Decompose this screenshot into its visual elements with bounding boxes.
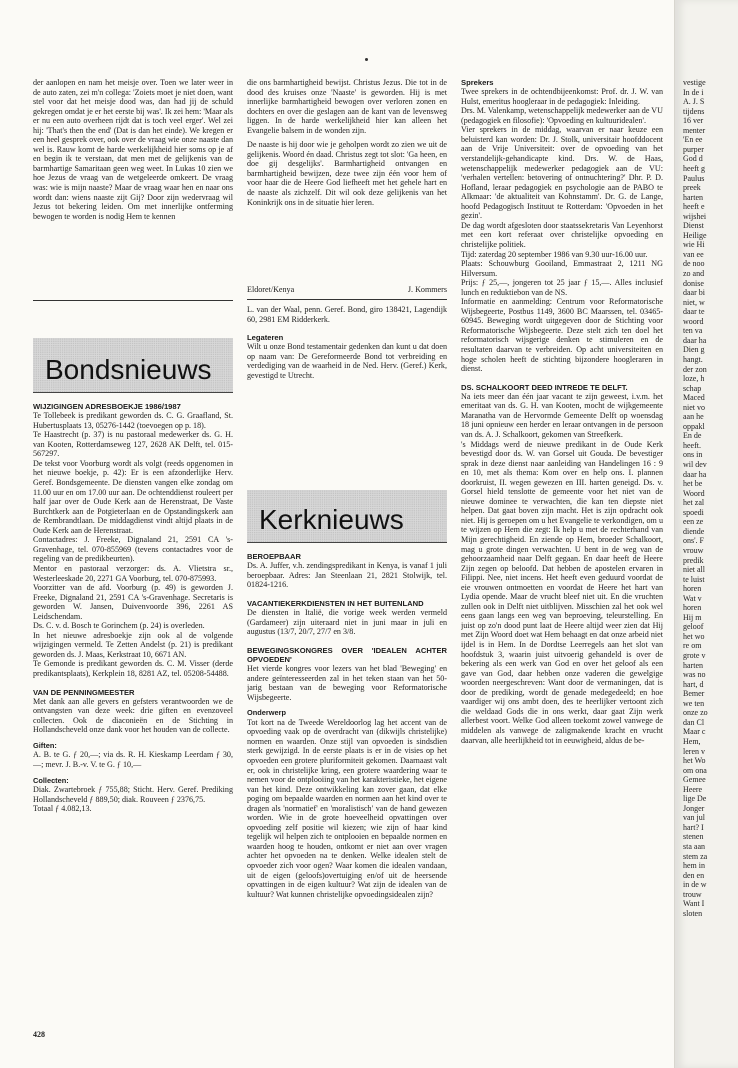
section-heading: DS. SCHALKOORT DEED INTREDE TE DELFT. bbox=[461, 382, 628, 392]
next-page-fragment: Wat v bbox=[683, 593, 702, 603]
next-page-fragment: heeft g bbox=[683, 163, 705, 173]
section-heading: Legateren bbox=[247, 333, 284, 343]
divider-col1 bbox=[33, 300, 233, 301]
next-page-fragment: Jonger bbox=[683, 803, 705, 813]
next-page-fragment: hart? I bbox=[683, 822, 704, 832]
next-page-fragment: 16 ver bbox=[683, 116, 704, 126]
next-page-fragment: In de i bbox=[683, 87, 704, 97]
column-3-articles bbox=[461, 78, 663, 1022]
next-page-fragment: om ona bbox=[683, 765, 707, 775]
next-page-fragment: ten va bbox=[683, 326, 703, 336]
kerknieuws-banner bbox=[247, 490, 447, 543]
next-page-fragment: het wo bbox=[683, 631, 705, 641]
paragraph: Plaats: Schouwburg Gooiland, Emmastraat 2, 1211 NG Hilversum. bbox=[461, 259, 663, 278]
next-page-fragment: Gemee bbox=[683, 775, 706, 785]
next-page-fragment: loze, h bbox=[683, 374, 705, 384]
next-page-fragment: het zal bbox=[683, 498, 705, 508]
next-page-fragment: purper bbox=[683, 144, 704, 154]
subheading: Onderwerp bbox=[247, 708, 287, 718]
next-page-fragment: tijdens bbox=[683, 106, 705, 116]
signature-line bbox=[247, 285, 447, 297]
paragraph: In het nieuwe adresboekje zijn ook al de volgende wijzigingen vermeld. Te Zetten Andelst (p. 21) is predikant geworden ds. J. Maas, Kerkstraat 10, 6671 AN. bbox=[33, 630, 233, 659]
kerknieuws-title: Kerknieuws bbox=[259, 504, 404, 535]
next-page-fragment: dan Cl bbox=[683, 717, 705, 727]
next-page-fragment: diende bbox=[683, 526, 705, 536]
subheading: Collecten: bbox=[33, 775, 69, 785]
subheading: Giften: bbox=[33, 740, 57, 750]
next-page-fragment: grote v bbox=[683, 651, 706, 660]
next-page-fragment: daar te bbox=[683, 307, 705, 317]
next-page-fragment: lige De bbox=[683, 794, 707, 804]
next-page-fragment: niet all bbox=[683, 565, 705, 575]
paragraph: Mentor en pastoraal verzorger: ds. A. Vlietstra sr., Westerleeskade 20, 2271 GA Voorburg, tel. 070-875993. bbox=[33, 563, 233, 583]
next-page-fragment: predik bbox=[683, 555, 704, 565]
next-page-fragment: stem za bbox=[683, 851, 708, 861]
next-page-fragment: vrouw bbox=[683, 545, 704, 555]
column-2-mid-notices bbox=[247, 305, 447, 403]
next-page-fragment: geloof bbox=[683, 622, 704, 632]
section-heading: VACANTIEKERKDIENSTEN IN HET BUITENLAND bbox=[247, 598, 424, 608]
next-page-fragment: niet vo bbox=[683, 402, 705, 412]
next-page-fragment: leren v bbox=[683, 746, 705, 756]
next-page-fragment: de noo bbox=[683, 259, 705, 269]
paragraph: Contactadres: J. Freeke, Dignaland 21, 2591 CA 's-Gravenhage, tel. 070-855969 (tevens contactadres voor de regeling van de predikbeurten). bbox=[33, 535, 233, 564]
section-heading: BEWEGINGSKONGRES OVER 'IDEALEN ACHTER OPVOEDEN' bbox=[247, 645, 447, 664]
next-page-fragment: het be bbox=[683, 479, 703, 489]
paragraph: die ons barmhartigheid bewijst. Christus Jezus. Die tot in de dood des kruises onze 'Naaste' is geworden. Hij is met innerlijke barmhartigheid bewogen over verloren zonen en dochters en over die geslagen aan de kant van de levensweg liggen. In de harde werkelijkheid hier kan alleen het Evangelie balsem in de wonden zijn. bbox=[247, 78, 447, 135]
column-2-top-article bbox=[247, 78, 447, 278]
next-page-fragment: preek bbox=[683, 183, 701, 193]
next-page-fragment: we ten bbox=[683, 698, 705, 708]
paragraph: De naaste is hij door wie je geholpen wordt zo zien we uit de gelijkenis. Woord én daad. Christus zegt tot slot: 'Ga heen, en doe gij desgelijks'. Barmhartigheid ontvangen en barmhartigheid bewijzen, deze twee zijn één voor hem of voor haar die de Heere God liefheeft met het gehele hart en de naaste als zichzelf. Dit wil ook deze gelijkenis van het Koninkrijk ons in de situatie hier leren. bbox=[247, 140, 447, 207]
paragraph: 's Middags werd de nieuwe predikant in de Oude Kerk bevestigd door ds. W. van Gorsel uit Gouda. De bevestiger sprak in deze dienst naar aanleiding van Handelingen 16 : 9 en 10, met als thema: Kom over en help ons. I. plannen doorkruist, II. wegen gewezen en III. harten geneigd. Ds. v. Gorsel hield tenslotte de gemeente voor het niet van de nieuwe dominee te verwachten, die kan ten diepste niet helpen. Dat gaat boven zijn macht. Het is zijn opdracht ook niet. Hij is geroepen om u het Evangelie te verkondigen, om u te wijzen op Hem die zegt: Ik help u met de rechterhand van Mijn gerechtigheid. En ziende op Hem, broeder Schalkoort, mag u grote dingen verwachten. U bent in de weg van de gehoorzaamheid naar Delft gegaan. En daar heeft de Heere Zijn zegen op beloofd. Dat hebben de apostelen ervaren in Filippi. Nee, niet incens. Het heeft even geduurd voordat de eie vrouwen ontmoetten en voordat de Heere het hart van Lydia opende. Maar de vrucht bleef niet uit. En die vruchten zullen ook in Delft niet uitblijven. Misschien zal het ook wel eens gaan langs een weg van beproeving, teleurstelling. En juist op zo'n dood punt laat de Heere altijd weer zien dat Hij met Zijn Woord doet wat Hem behaagt en dat onze arbeid niet ijdel is in Hem. In de Dordtse Leerregels aan het slot van hoofdstuk 3, waarin juist uitvoerig gehandeld is over de bekering als een werk van God en over het geloof als een gave van God, daar hebben onze vaderen die gewelgige woorden neergeschreven: Want door de vermaningen, dat is door de prediking, wordt de genade medegedeeld; en hoe vaardiger wij ons ambt doen, des te heerlijker vertoont zich die weldaad Gods die in ons werkt, daar gaat Zijn werk allerbest voort. Welke God alleen toekomt zowel vanwege de middelen als vanwege de zaligmakende kracht en vrucht daarvan, alle heerlijkheid tot in eeuwigheid, aldus de be- bbox=[461, 439, 663, 745]
paragraph: A. B. te G. ƒ 20,—; via ds. R. H. Kieskamp Leerdam ƒ 30,—; mevr. J. B.-v. V. te G. ƒ 10,— bbox=[33, 750, 233, 769]
paragraph: Tijd: zaterdag 20 september 1986 van 9.30 uur-16.00 uur. bbox=[461, 249, 648, 259]
next-page-fragment: schap bbox=[683, 383, 702, 393]
next-page-fragment: van ee bbox=[683, 249, 704, 259]
paragraph: Vier sprekers in de middag, waarvan er naar keuze een beluisterd kan worden: Dr. J. Stolk, universitair hoofddocent aan de Vrije Universiteit: over de opvoeding van het verstandelijk-gehandicapte kind. Drs. W. de Haas, wetenschappelijk medewerker pedagogiek aan de VU: 'verhalen vertellen: betovering of ontnuchtering?' Dhr. P. D. Hofland, leraar pedagogiek en psychologie aan de PABO te Alkmaar: 'de aktualiteit van Kohnstamm'. Dr. G. de Lange, hoofd Pedagogisch Instituut te Rotterdam: 'Opvoeden in het gezin'. bbox=[461, 125, 663, 221]
next-page-fragment: daar ha bbox=[683, 469, 707, 479]
next-page-fragment: der zon bbox=[683, 364, 707, 374]
paragraph: Te Haastrecht (p. 37) is nu pastoraal medewerker ds. G. H. van Kooten, Rotterdamseweg 127, 2628 AK Delft, tel. 015-567297. bbox=[33, 430, 233, 459]
next-page-fragment: niet, w bbox=[683, 297, 705, 307]
paragraph: Wilt u onze Bond testamentair gedenken dan kunt u dat doen op naam van: De Gereformeerde Bond tot verbreiding en verdediging van de waarheid in de Ned. Herv. (Geref.) Kerk, gevestigd te Utrecht. bbox=[247, 342, 447, 380]
next-page-fragment: hart, d bbox=[683, 679, 704, 689]
paragraph: Prijs: ƒ 25,—, jongeren tot 25 jaar ƒ 15,—. Alles inclusief lunch en reduktiebon van de NS. bbox=[461, 278, 663, 297]
next-page-fragment: Bemer bbox=[683, 689, 705, 699]
next-page-fragment: harten bbox=[683, 192, 703, 202]
paragraph: der aanlopen en nam het meisje over. Toen we later weer in de auto zaten, zei m'n collega: 'Zoiets moet je niet doen, want stel voor dat het meisje dood was, dan had jij de schuld gekregen omdat je er het eerste bij was'. Ik zei hem: 'Maar als er nu een auto overheen rijdt dat is toch veel erger'. Wel zei hij: 'That's then the end' (Dat is dan het einde). We kregen er een heel gesprek over, ook over de vraag wie onze naaste dan wel is. Rauw komt de harde werkelijkheid hier soms op je af en begin ik te verstaan, dat men met de gelijkenis van de barmhartige Samaritaan geen weg weet. In Lukas 10 zien we hoe Jezus de vraag van de wetgeleerde omkeert. De vraag was: wie is mijn naaste? Maar de vraag waar hen en naar ons wordt dan: wiens naaste zijt Gij? Door zijn wedervraag wil Jezus tot bekering leiden. Om met innerlijke ontferming bewogen te worden is nodig Hem te kennen bbox=[33, 78, 233, 221]
next-page-fragment: spoedi bbox=[683, 507, 704, 517]
next-page-fragment: Maced bbox=[683, 393, 705, 403]
next-page-fragment: hangt. bbox=[683, 354, 703, 364]
next-page-fragment: menter bbox=[683, 125, 706, 135]
section-heading: Sprekers bbox=[461, 78, 494, 87]
next-page-fragment: oppakl bbox=[683, 421, 705, 431]
next-page-fragment: Want I bbox=[683, 899, 705, 909]
signature-place: Eldoret/Kenya bbox=[247, 285, 295, 294]
ink-dot bbox=[365, 58, 368, 61]
next-page-fragment: was no bbox=[683, 670, 706, 680]
column-2-bottom-notices bbox=[247, 552, 447, 1022]
next-page-fragment: horen bbox=[683, 584, 702, 594]
next-page-fragment: stenen bbox=[683, 832, 704, 842]
next-page-fragment: zo and bbox=[683, 269, 705, 278]
paragraph: Ds. C. v. d. Bosch te Gorinchem (p. 24) is overleden. bbox=[33, 621, 205, 631]
section-heading: WIJZIGINGEN ADRESBOEKJE 1986/1987 bbox=[33, 402, 181, 411]
next-page-fragment: Heere bbox=[683, 784, 703, 794]
next-page-fragment: horen bbox=[683, 603, 702, 613]
next-page-fragment: daar ha bbox=[683, 335, 707, 345]
paragraph: Het vierde kongres voor lezers van het blad 'Beweging' en andere geïnteresseerden zal in het teken staan van het 50-jarig bestaan van de beweging voor Reformatorische Wijsbegeerte. bbox=[247, 664, 447, 702]
next-page-fragment: Heilige bbox=[683, 230, 707, 240]
paragraph: Te Tollebeek is predikant geworden ds. C. G. Graafland, St. Hubertusplaats 13, 05276-1442 (toevoegen op p. 18). bbox=[33, 411, 233, 430]
next-page-fragment: Maar c bbox=[683, 727, 706, 737]
paragraph: De tekst voor Voorburg wordt als volgt (reeds opgenomen in het nieuwe boekje, p. 42): Er is een afzonderlijke Herv. Geref. Bondsgemeente. De diensten vangen elke zondag om 11.00 uur en om 17.00 uur aan. De ochtenddienst rouleert per half jaar over de Oude Kerk aan de Herenstraat, De Vaste Burchtkerk aan de Potgieterlaan en de Opstandingskerk aan de Rembrandtlaan. De middagdienst vindt altijd plaats in de Oude Kerk aan de Herenstraat. bbox=[33, 458, 233, 535]
next-page-fragment: heeft. bbox=[683, 440, 701, 450]
next-page-fragment: aan he bbox=[683, 412, 704, 422]
next-page-fragment: den en bbox=[683, 870, 705, 880]
next-page-fragment: in de w bbox=[683, 880, 707, 890]
paragraph: Met dank aan alle gevers en gefsters verantwoorden we de ontvangsten van deze week: drie giften en evenzoveel collecten. Ook de diaconieën en de Stichting in Hollandscheveld onze dank voor het houden van de collecte. bbox=[33, 696, 233, 735]
paragraph: Te Gemonde is predikant geworden ds. C. M. Visser (derde predikantsplaats), Kerkplein 18, 8281 AZ, tel. 05208-54488. bbox=[33, 659, 233, 678]
paragraph: L. van der Waal, penn. Geref. Bond, giro 138421, Lagendijk 60, 2981 EM Ridderkerk. bbox=[247, 305, 447, 324]
paragraph: Informatie en aanmelding: Centrum voor Reformatorische Wijsbegeerte, Postbus 1149, 3600 BC Maarssen, tel. 03465-60945. Beweging wordt uitgegeven door de Stichting voor Reformatorische Wijsbegeerte. Deze stelt zich ten doel het reformatorisch wijsgerige denken te stimuleren en de resultaten daarvan te verbreiden. Op acht universiteiten en hoge scholen heeft de stichting bijzondere hoogleraren in dienst. bbox=[461, 297, 663, 374]
next-page-fragment: trouw bbox=[683, 889, 702, 899]
paragraph: Na iets meer dan één jaar vacant te zijn geweest, i.v.m. het emeritaat van ds. G. H. van Kooten, mocht de wijkgemeente Maranatha van de Hervormde Gemeente Delft op woensdag 18 juni opnieuw een herder en leraar ontvangen in de persoon van ds. A. J. Schalkoort, gekomen van Streefkerk. bbox=[461, 391, 663, 439]
divider-col2 bbox=[247, 299, 447, 300]
next-page-fragment: A. J. S bbox=[683, 97, 705, 107]
next-page-fragment: Hem, bbox=[683, 736, 701, 746]
next-page-fragment: harten bbox=[683, 660, 703, 670]
column-1-bottom-notices bbox=[33, 402, 233, 1020]
next-page-fragment: re om bbox=[683, 641, 702, 651]
next-page-fragment: Paulus bbox=[683, 173, 705, 183]
paragraph: Diak. Zwartebroek ƒ 755,88; Sticht. Herv. Geref. Prediking Hollandscheveld ƒ 889,50; diak. Rouveen ƒ 2376,75. bbox=[33, 785, 233, 804]
paragraph: Twee sprekers in de ochtendbijeenkomst: Prof. dr. J. W. van Hulst, emeritus hoogleraar in de pedagogiek: Inleiding. bbox=[461, 87, 663, 106]
next-page-fragment: wijshei bbox=[683, 211, 707, 221]
next-page-fragment: onze zo bbox=[683, 708, 708, 718]
next-page-fragment: heeft e bbox=[683, 202, 705, 212]
paragraph: De dag wordt afgesloten door staatssekretaris Van Leyenhorst met een kort referaat over christelijke opvoeding en christelijke politiek. bbox=[461, 220, 663, 249]
paragraph: Drs. M. Valenkamp, wetenschappelijk medewerker aan de VU (pedagogiek en filosofie): 'Opvoeding en kultuuridealen'. bbox=[461, 106, 663, 125]
section-heading: BEROEPBAAR bbox=[247, 552, 302, 561]
paragraph: Ds. A. Juffer, v.h. zendingspredikant in Kenya, is vanaf 1 juli beroepbaar. Adres: Jan Steenlaan 21, 2821 Stolwijk, tel. 01824-1216. bbox=[247, 561, 447, 590]
next-page-fragment: hem in bbox=[683, 861, 705, 871]
paragraph: Tot kort na de Tweede Wereldoorlog lag het accent van de opvoeding vaak op de overdracht van (dikwijls christelijke) normen en waarden. Onze stijl van opvoeden is sindsdien sterk gewijzigd. In de eerste plaats is er in de visies op het opvoeden een grotere pluriformiteit gekomen. Daarnaast valt er, ook in christelijke kring, een grotere waardering waar te nemen voor de ontplooiing van het karakteristieke, het eigene van het kind. Deze ontwikkeling kan zover gaan, dat elke poging om bepaalde waarden en normen aan het kind over te dragen als 'normatief' en 'moralistisch' van de hand gewezen worden. Wie in de grote hoeveelheid opvattingen over opvoeding zelf positie wil kiezen; wie zijn of haar kind tegelijk wil helpen zich te ontplooien en bepaalde normen en waarden hoog te houden, ontkomt er niet aan over vragen achter het opvoeden na te denken. Welke idealen stelt de opvoeder zich voor ogen? Waar komen die idealen vandaan, uit de eigen (geloofs)overtuiging en/of uit de heersende opvattingen in de eigen kultuur? Wat zijn de idealen van de kultuur? Wat kunnen christelijke opvoedingsidealen zijn? bbox=[247, 717, 447, 899]
column-1-top-article bbox=[33, 78, 233, 290]
next-page-fragment: Dienst bbox=[683, 221, 704, 231]
next-page-fragment: En de bbox=[683, 431, 702, 441]
signature-name: J. Kommers bbox=[407, 285, 447, 294]
next-page-fragment: wie Hi bbox=[683, 240, 705, 250]
paragraph: Voorzitter van de afd. Voorburg (p. 49) is geworden J. Freeke, Dignaland 21, 2591 CA 's-Gravenhage. Secretaris is geworden W. Jansen, Duivenvoorde 396, 2261 AS Leidschendam. bbox=[33, 583, 233, 621]
next-page-fragment: van jul bbox=[683, 813, 705, 823]
bondsnieuws-banner bbox=[33, 338, 233, 393]
next-page-fragment: een ze bbox=[683, 517, 704, 527]
section-heading: VAN DE PENNINGMEESTER bbox=[33, 687, 135, 697]
next-page-fragment: woord bbox=[683, 316, 704, 326]
next-page-fragment: daar bi bbox=[683, 288, 705, 298]
next-page-fragment: ons in bbox=[683, 450, 703, 460]
bondsnieuws-title: Bondsnieuws bbox=[45, 354, 212, 385]
page-number: 428 bbox=[33, 1030, 45, 1039]
next-page-fragment: vestige bbox=[683, 78, 706, 87]
next-page-fragment: sloten bbox=[683, 908, 703, 918]
next-page-fragment: wil dev bbox=[683, 460, 707, 469]
next-page-edge bbox=[674, 0, 738, 1068]
next-page-fragment: God d bbox=[683, 154, 703, 164]
paragraph: Totaal ƒ 4.082,13. bbox=[33, 804, 92, 814]
next-page-fragment: te luist bbox=[683, 574, 705, 584]
paragraph: De diensten in Italië, die vorige week werden vermeld (Gardameer) zijn uiteraard niet in juni maar in juli en augustus (13/7, 20/7, 27/7 en 3/8. bbox=[247, 608, 447, 637]
next-page-fragment: sta aan bbox=[683, 842, 705, 851]
next-page-fragment: Woord bbox=[683, 488, 705, 498]
next-page-fragment: ons'. F bbox=[683, 536, 705, 546]
next-page-fragment: Hij m bbox=[683, 612, 702, 622]
next-page-fragment: 'En ee bbox=[683, 135, 703, 145]
next-page-fragment: Dien g bbox=[683, 345, 705, 355]
next-page-fragment: het Wo bbox=[683, 756, 706, 766]
next-page-fragment: donise bbox=[683, 278, 704, 288]
